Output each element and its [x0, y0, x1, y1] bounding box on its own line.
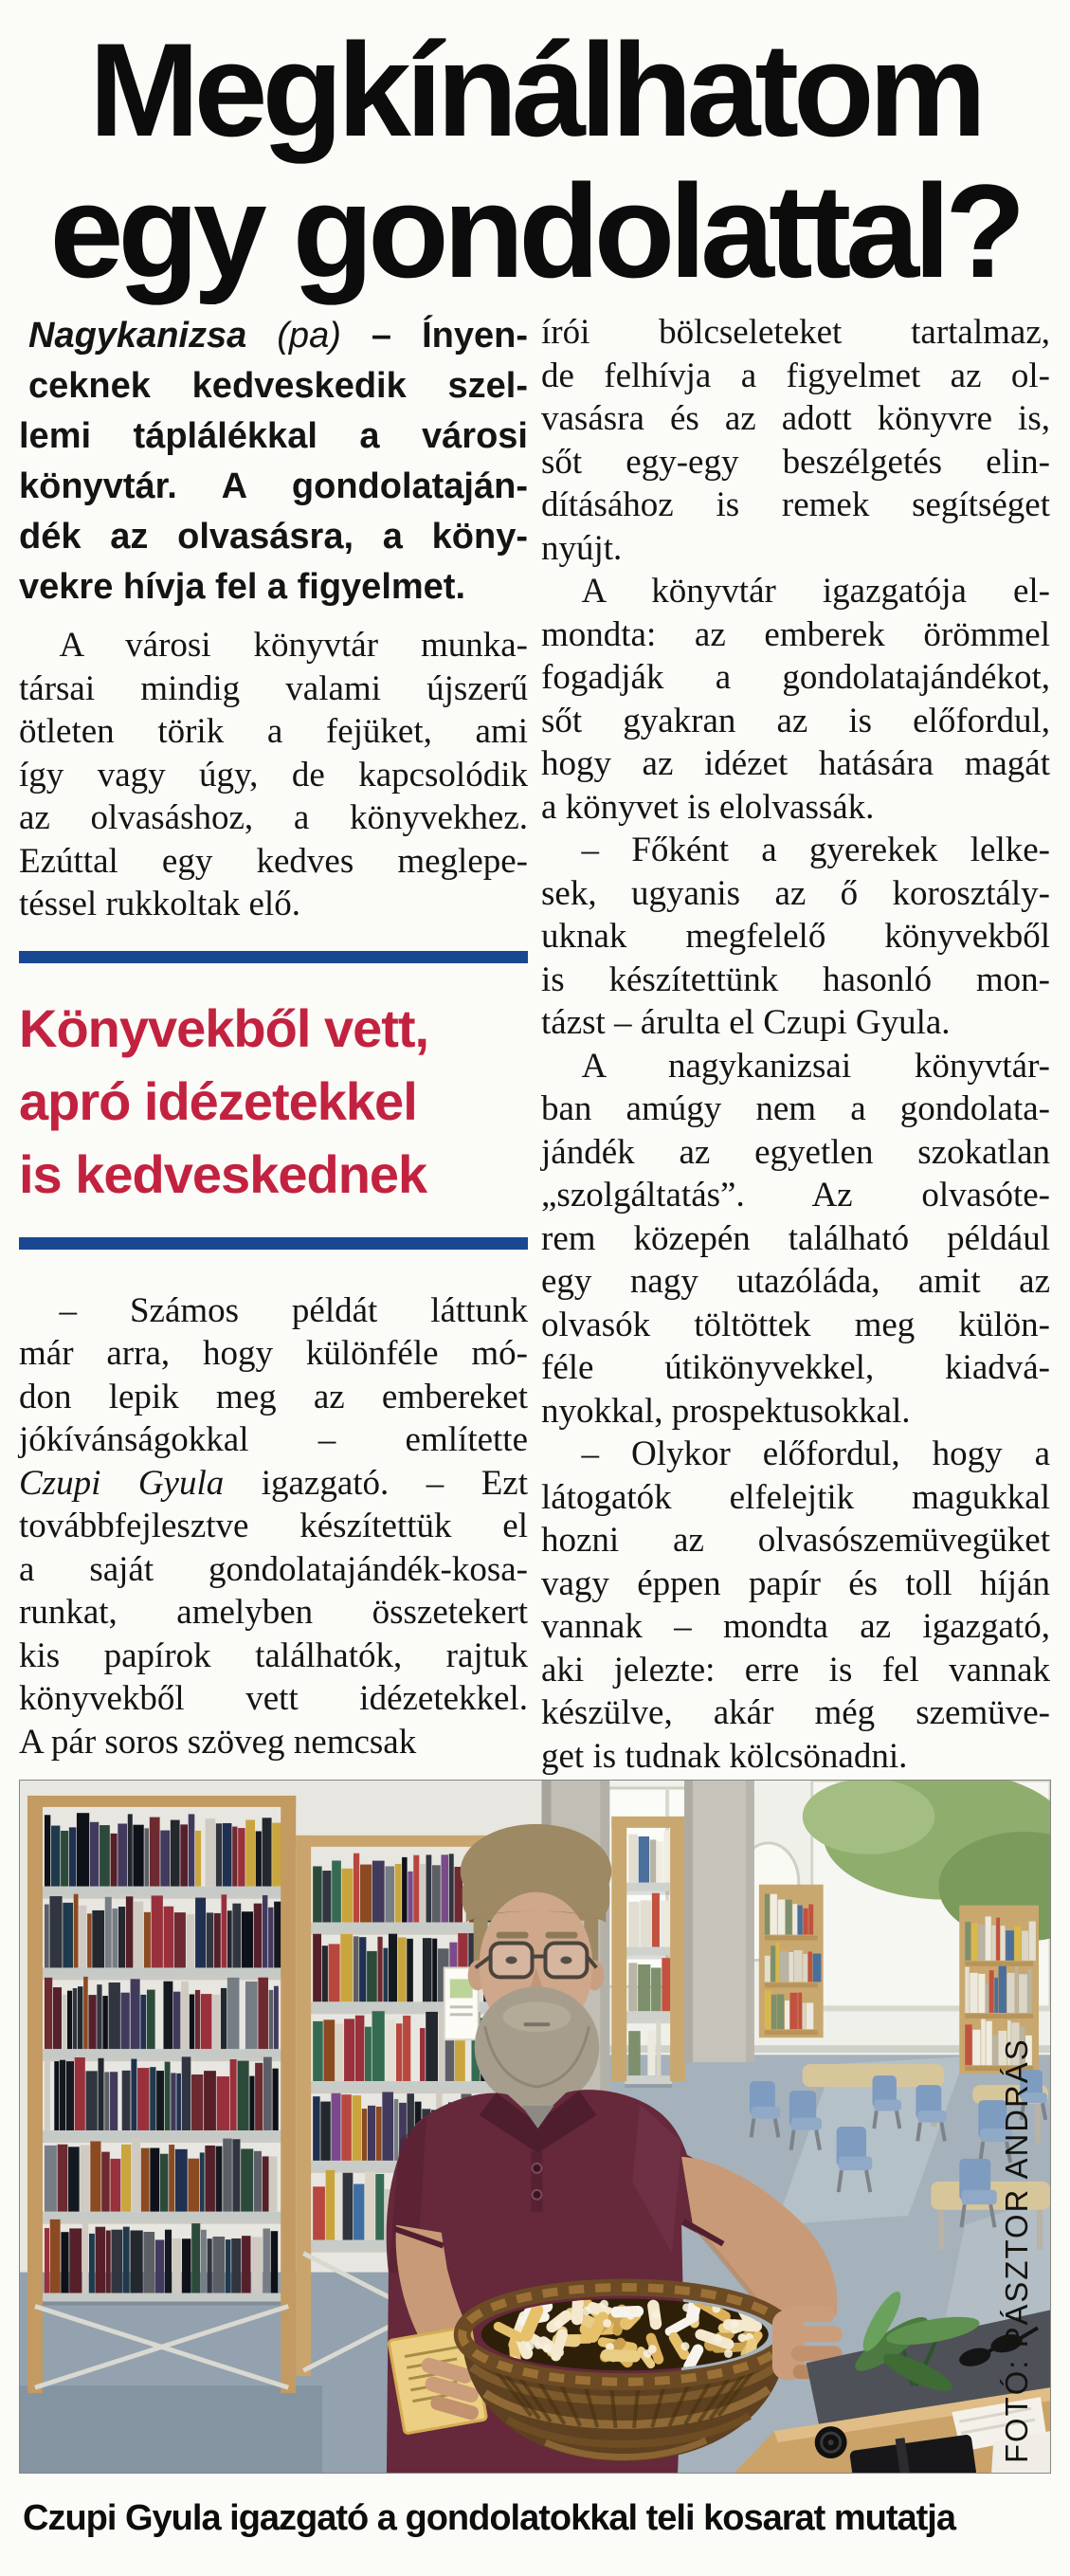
dateline-location: Nagykanizsa [28, 316, 247, 356]
paragraph-right-2: A könyvtár igazgatója el- mondta: az emberek örömmel fogadják a gondolatajándékot, sőt gyakran az is előfordul, hogy az idézet hatására magát a könyvet is elolvassák. [541, 572, 1050, 827]
article-body [19, 311, 1051, 1778]
divider-rule-bottom [19, 1237, 528, 1250]
paragraph-right-3: – Főként a gyerekek lelke- sek, ugyanis az ő korosztály- uknak megfelelő könyvekből is készítettünk hasonló mon- tázst – árulta el Czupi Gyula. [541, 831, 1050, 1042]
eyebrow [497, 1932, 529, 1939]
paragraph-left-2: – Számos példát láttunk már arra, hogy különféle mó- don lepik meg az embereket jókívánságokkal – említette Czupi Gyula igazgató. – Ezt továbbfejlesztve készítettük el a saját gondolatajándék-kosa- runkat, amelyben összetekert kis papírok találhatók, rajtuk könyvekből vett idézetekkel. A pár soros szöveg nemcsak [19, 1290, 528, 1762]
dateline-line [19, 311, 528, 361]
pull-subhead: Könyvekből vett, apró idézetekkel is kedveskednek [19, 997, 429, 1204]
photo-caption: Czupi Gyula igazgató a gondolatokkal teli kosarat mutatja [23, 2498, 955, 2538]
lead-paragraph [19, 311, 528, 612]
paragraph-right-5: – Olykor előfordul, hogy a látogatók elfelejtik magukkal hozni az olvasószemüvegüket vagy éppen papír és toll híján vannak – mondta az igazgató, aki jelezte: erre is fel vannak készülve, akár még szemüve- get is tudnak kölcsönadni. [541, 1434, 1050, 1776]
headline [19, 15, 1051, 305]
placket [532, 2151, 543, 2212]
byline-initials: (pa) [277, 316, 341, 356]
photo-credit: FOTÓ: PÁSZTOR ANDRÁS [999, 2037, 1035, 2464]
right-column [541, 311, 1050, 1778]
divider-rule-top [19, 951, 528, 963]
library-photo [20, 1781, 1050, 2473]
photo-figure [19, 1780, 1051, 2474]
headline-line2: egy gondolattal? [49, 156, 1021, 305]
bookshelf-background [611, 1817, 685, 2088]
lead-first-line-rest: – Ínyen- [371, 316, 528, 356]
concrete-pillar-2 [684, 1781, 754, 2062]
mustache [503, 2001, 571, 2032]
headline-line1: Megkínálhatom [88, 15, 982, 164]
paragraph-left-1: A városi könyvtár munka- társai mindig valami újszerű ötleten törik a fejüket, ami így vagy úgy, de kapcsolódik az olvasáshoz, a könyvekhez. Ezúttal egy kedves meglepe- téssel rukkoltak elő. [19, 626, 528, 923]
mouth [524, 2022, 551, 2026]
lead-lines: ceknek kedveskedik szel- lemi táplálékkal a városi könyvtár. A gondolataján- dék az olvasásra, a köny- vekre hívja fel a figyelmet. [19, 366, 528, 607]
button [533, 2164, 542, 2173]
left-column [19, 311, 528, 1778]
paragraph-right-4: A nagykanizsai könyvtár- ban amúgy nem a gondolata- jándék az egyetlen szokatlan „szolgáltatás”. Az olvasóte- rem közepén található például egy nagy utazóláda, amit az olvasók töltöttek meg külön- féle útikönyvekkel, kiadvá- nyokkal, prospektusokkal. [541, 1046, 1050, 1431]
paragraph-right-1: írói bölcseleteket tartalmaz, de felhívja a figyelmet az ol- vasásra és az adott könyvre is, sőt egy-egy beszélgetés elin- dításához is remek segítséget nyújt. [541, 313, 1050, 568]
